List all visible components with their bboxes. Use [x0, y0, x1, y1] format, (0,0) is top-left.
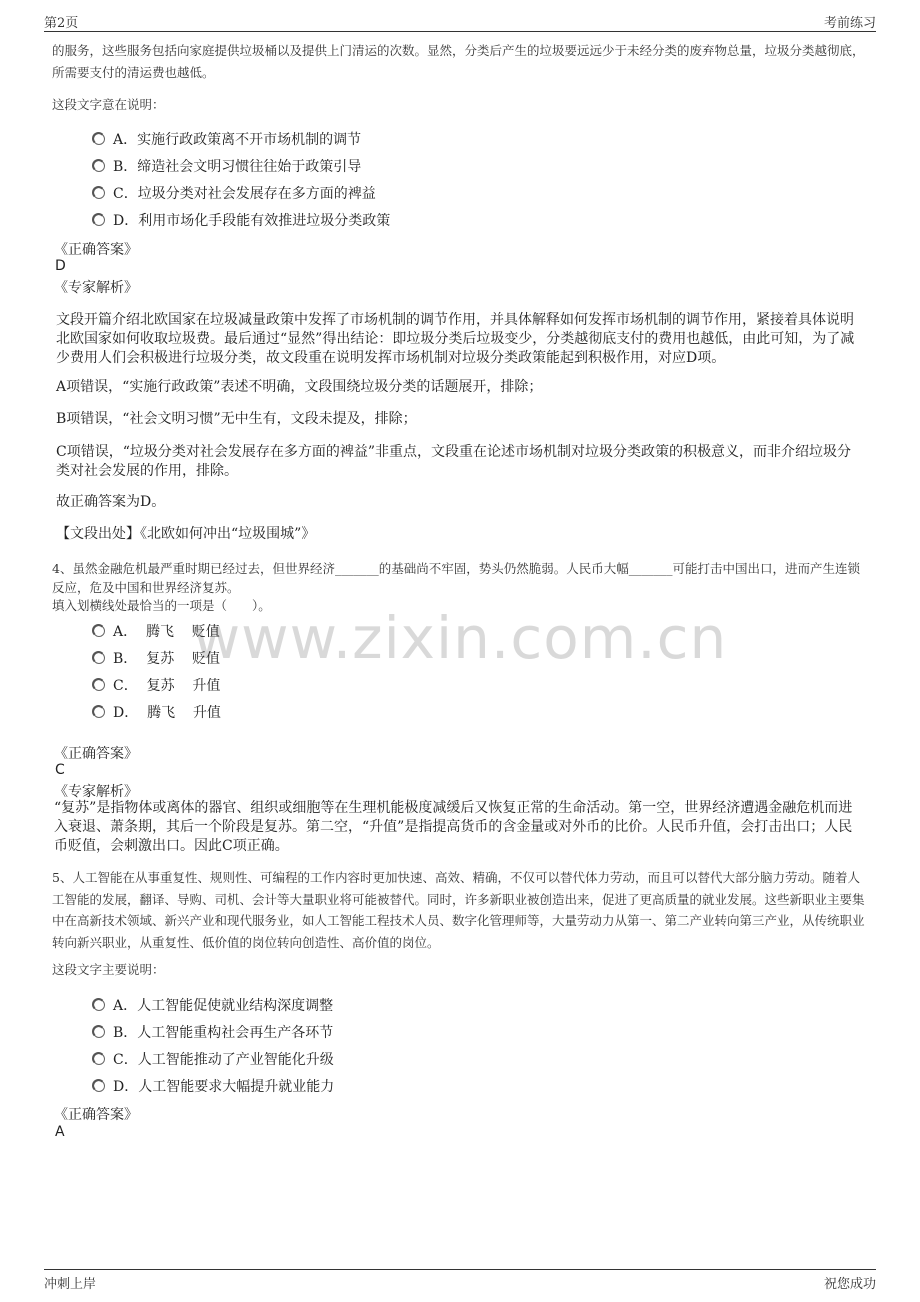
q5-stem: 5、人工智能在从事重复性、规则性、可编程的工作内容时更加快速、高效、精确，不仅可以替代体力劳动，而且可以替代大部分脑力劳动。随着人工智能的发展，翻译、导购、司机、会计等大量职业将可能被替代。同时，许多新职业被创造出来，促进了更高质量的就业发展。这些新职业主要集中在高新技术领域、新兴产业和现代服务业，如人工智能工程技术人员、数字化管理师等，大量劳动力从第一、第二产业转向第三产业，从传统职业转向新兴职业，从重复性、低价值的岗位转向创造性、高价值的岗位。 [52, 870, 865, 950]
radio-icon[interactable] [93, 1026, 105, 1038]
footer-left-text: 冲刺上岸 [44, 1277, 97, 1292]
q3-analysis-para: 文段开篇介绍北欧国家在垃圾减量政策中发挥了市场机制的调节作用，并具体解释如何发挥市场机制的调节作用，紧接着具体说明北欧国家如何收取垃圾费。最后通过“显然”得出结论：即垃圾分类后垃圾变少，分类越彻底支付的费用也越低，由此可知，为了减少费用人们会积极进行垃圾分类，故文段重在说明发挥市场机制对垃圾分类政策能起到积极作用，对应D项。 [56, 312, 855, 366]
q3-answer: D [55, 258, 66, 274]
option-label: D．人工智能要求大幅提升就业能力 [113, 1079, 335, 1095]
radio-icon[interactable] [93, 187, 105, 199]
q3-answer-label: 《正确答案》 [54, 242, 138, 258]
q4-option-c[interactable] [93, 675, 220, 695]
q3-prompt: 这段文字意在说明： [52, 97, 165, 112]
option-label: A．实施行政政策离不开市场机制的调节 [113, 132, 362, 148]
q3-source: 【文段出处】《北欧如何冲出“垃圾围城”》 [56, 526, 316, 542]
q5-answer-label: 《正确答案》 [54, 1107, 138, 1123]
q3-analysis-a: A项错误，“实施行政政策”表述不明确，文段围绕垃圾分类的话题展开，排除； [56, 379, 543, 395]
q3-conclusion: 故正确答案为D。 [56, 494, 166, 510]
q4-stem: 4、虽然金融危机最严重时期已经过去，但世界经济_______的基础尚不牢固，势头仍然脆弱。人民币大幅_______可能打击中国出口，进而产生连锁反应，危及中国和世界经济复苏。 [52, 561, 860, 595]
q4-analysis: “复苏”是指物体或离体的器官、组织或细胞等在生理机能极度减缓后又恢复正常的生命活动。第一空，世界经济遭遇金融危机而进入衰退、萧条期，其后一个阶段是复苏。第二空，“升值”是指提高货币的含金量或对外币的比价。人民币升值，会打击出口；人民币贬值，会刺激出口。因此C项正确。 [54, 800, 853, 854]
q3-option-b[interactable] [93, 156, 361, 176]
radio-icon[interactable] [93, 1080, 105, 1092]
q4-option-a[interactable] [93, 621, 220, 641]
option-label: A． 腾飞 贬值 [113, 624, 220, 640]
q3-analysis-label: 《专家解析》 [54, 280, 138, 296]
radio-icon[interactable] [93, 214, 105, 226]
header-title: 考前练习 [823, 16, 876, 31]
header-rule [44, 31, 876, 32]
radio-icon[interactable] [93, 133, 105, 145]
option-label: B． 复苏 贬值 [113, 651, 220, 667]
q4-answer: C [55, 762, 65, 778]
q5-option-b[interactable] [93, 1022, 333, 1042]
q4-prompt: 填入划横线处最恰当的一项是（ ）。 [52, 598, 271, 613]
radio-icon[interactable] [93, 160, 105, 172]
option-label: A．人工智能促使就业结构深度调整 [113, 998, 334, 1014]
radio-icon[interactable] [93, 625, 105, 637]
option-label: C．人工智能推动了产业智能化升级 [113, 1052, 334, 1068]
q5-prompt: 这段文字主要说明： [52, 962, 165, 977]
q5-option-a[interactable] [93, 995, 333, 1015]
radio-icon[interactable] [93, 652, 105, 664]
option-label: D． 腾飞 升值 [113, 705, 221, 721]
q3-passage-tail: 的服务，这些服务包括向家庭提供垃圾桶以及提供上门清运的次数。显然，分类后产生的垃圾要远远少于未经分类的废弃物总量，垃圾分类越彻底，所需要支付的清运费也越低。 [52, 43, 865, 80]
q5-answer: A [55, 1124, 65, 1140]
radio-icon[interactable] [93, 999, 105, 1011]
option-label: D．利用市场化手段能有效推进垃圾分类政策 [113, 213, 391, 229]
q3-option-a[interactable] [93, 129, 361, 149]
watermark: www.zixin.com.cn [192, 604, 728, 672]
q5-option-c[interactable] [93, 1049, 334, 1069]
footer-rule [44, 1269, 876, 1270]
q5-option-d[interactable] [93, 1076, 334, 1096]
radio-icon[interactable] [93, 679, 105, 691]
q4-analysis-label: 《专家解析》 [54, 784, 138, 800]
radio-icon[interactable] [93, 1053, 105, 1065]
q3-analysis-b: B项错误，“社会文明习惯”无中生有，文段未提及，排除； [56, 411, 417, 427]
option-label: C． 复苏 升值 [113, 678, 221, 694]
q4-option-d[interactable] [93, 702, 221, 722]
option-label: C．垃圾分类对社会发展存在多方面的裨益 [113, 186, 376, 202]
page-number: 第2页 [44, 16, 79, 31]
footer-right-text: 祝您成功 [823, 1277, 876, 1292]
q4-option-b[interactable] [93, 648, 220, 668]
option-label: B．人工智能重构社会再生产各环节 [113, 1025, 334, 1041]
radio-icon[interactable] [93, 706, 105, 718]
q3-option-c[interactable] [93, 183, 376, 203]
q3-option-d[interactable] [93, 210, 390, 230]
q4-answer-label: 《正确答案》 [54, 746, 138, 762]
option-label: B．缔造社会文明习惯往往始于政策引导 [113, 159, 362, 175]
q3-analysis-c: C项错误，“垃圾分类对社会发展存在多方面的裨益”非重点，文段重在论述市场机制对垃圾分类政策的积极意义，而非介绍垃圾分类对社会发展的作用，排除。 [56, 444, 852, 479]
